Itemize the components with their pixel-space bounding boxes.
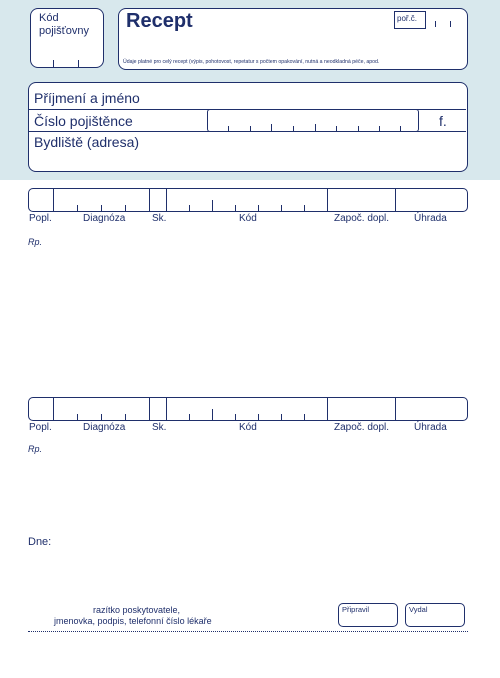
signature-line (28, 631, 468, 632)
column-divider (395, 398, 396, 420)
code-tick (235, 205, 236, 211)
code-tick (304, 205, 305, 211)
serial-number-label: poř.č. (397, 14, 418, 23)
column-label-diagnoza: Diagnóza (83, 422, 126, 433)
code-tick (212, 200, 213, 211)
diagnosis-tick (101, 205, 102, 211)
code-tick (258, 414, 259, 420)
column-label-diagnoza: Diagnóza (83, 213, 126, 224)
column-divider (53, 189, 54, 211)
prepared-by-label: Připravil (342, 605, 370, 614)
stamp-label-line2: jmenovka, podpis, telefonní číslo lékaře (54, 616, 212, 626)
address-label: Bydliště (adresa) (34, 134, 140, 150)
issued-by-label: Vydal (409, 605, 428, 614)
stamp-label-line1: razítko poskytovatele, (93, 605, 181, 615)
diagnosis-tick (125, 414, 126, 420)
insurance-number-label: Číslo pojištěnce (34, 113, 133, 129)
patient-name-label: Příjmení a jméno (34, 90, 140, 106)
column-divider (166, 398, 167, 420)
code-tick (212, 409, 213, 420)
sex-label: f. (439, 113, 447, 129)
issued-by-box[interactable] (405, 603, 465, 627)
column-divider (327, 398, 328, 420)
column-label-kod: Kód (239, 422, 257, 433)
prescription-code-row[interactable] (28, 188, 468, 212)
insurer-code-label-line2: pojišťovny (39, 25, 89, 37)
prescription-code-row[interactable] (28, 397, 468, 421)
column-label-popl: Popl. (29, 422, 52, 433)
diagnosis-tick (125, 205, 126, 211)
column-divider (53, 398, 54, 420)
column-label-popl: Popl. (29, 213, 52, 224)
column-label-uhrada: Úhrada (414, 422, 447, 433)
code-tick (304, 414, 305, 420)
column-label-kod: Kód (239, 213, 257, 224)
column-divider (149, 398, 150, 420)
insurer-code-tick (53, 60, 54, 67)
date-label: Dne: (28, 536, 52, 548)
insurance-number-field[interactable] (207, 109, 419, 132)
insurer-code-label-line1: Kód (39, 12, 59, 24)
column-label-uhrada: Úhrada (414, 213, 447, 224)
rp-label: Rp. (28, 237, 43, 247)
recept-validity-note: Údaje platné pro celý recept (výpis, pohotovost, repetatur s počtem opakování, nutná a neodkladná péče, apod. (123, 59, 380, 65)
diagnosis-tick (77, 205, 78, 211)
column-label-zapoc-dopl: Započ. dopl. (334, 213, 390, 224)
code-tick (189, 414, 190, 420)
column-divider (166, 189, 167, 211)
recept-header-box (118, 8, 468, 70)
rp-label: Rp. (28, 444, 43, 454)
code-tick (235, 414, 236, 420)
insurance-tick (315, 124, 316, 131)
diagnosis-tick (101, 414, 102, 420)
column-label-sk: Sk. (152, 213, 167, 224)
column-label-zapoc-dopl: Započ. dopl. (334, 422, 390, 433)
prepared-by-box[interactable] (338, 603, 398, 627)
column-divider (395, 189, 396, 211)
code-tick (189, 205, 190, 211)
patient-box (28, 82, 468, 172)
insurer-code-box[interactable] (30, 8, 104, 68)
code-tick (281, 205, 282, 211)
code-tick (258, 205, 259, 211)
insurance-divider (29, 131, 466, 132)
column-label-sk: Sk. (152, 422, 167, 433)
column-divider (149, 189, 150, 211)
column-divider (327, 189, 328, 211)
insurer-code-tick (78, 60, 79, 67)
insurance-tick (271, 124, 272, 131)
serial-number-field[interactable] (394, 11, 426, 29)
serial-tick (450, 21, 451, 27)
recept-title: Recept (126, 10, 193, 32)
code-tick (281, 414, 282, 420)
serial-tick (435, 21, 436, 27)
diagnosis-tick (77, 414, 78, 420)
